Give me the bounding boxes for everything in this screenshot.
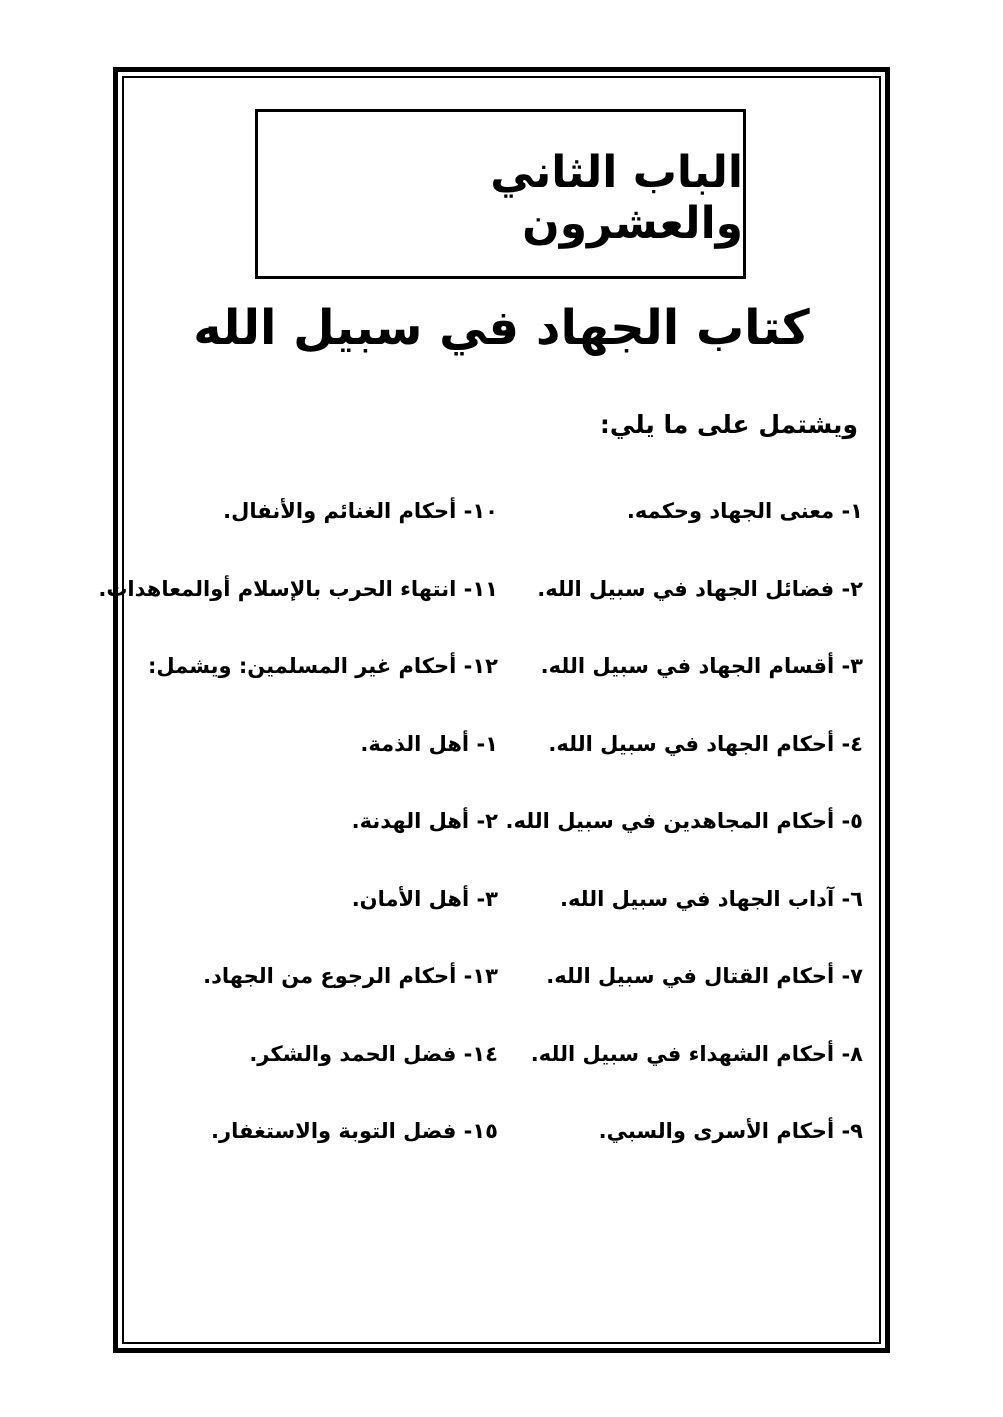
contents-item: ١٣- أحكام الرجوع من الجهاد. [203,964,498,988]
chapter-title-box [255,109,746,279]
contents-row [145,883,863,961]
contents-row [145,805,863,883]
contents-subitem: ١- أهل الذمة. [360,731,498,756]
contents-item: ٦- آداب الجهاد في سبيل الله. [559,886,863,911]
contents-subitem: ٢- أهل الهدنة. [351,809,498,833]
contents-item: ١٥- فضل التوبة والاستغفار. [211,1119,498,1143]
contents-item: ١٢- أحكام غير المسلمين: ويشمل: [148,654,498,678]
contents-item: ٢- فضائل الجهاد في سبيل الله. [537,576,863,601]
contents-item: ٥- أحكام المجاهدين في سبيل الله. [505,809,863,833]
contents-row [145,960,863,1038]
chapter-title: الباب الثاني والعشرون [490,147,743,249]
contents-item: ٣- أقسام الجهاد في سبيل الله. [540,654,863,678]
contents-item: ١٠- أحكام الغنائم والأنفال. [223,499,498,523]
contents-row [145,495,863,573]
contents-item: ٩- أحكام الأسرى والسبي. [598,1119,863,1143]
contents-list [98,495,863,1193]
book-title: كتاب الجهاد في سبيل الله [193,300,810,356]
contents-row [145,1115,863,1193]
contents-item: ٨- أحكام الشهداء في سبيل الله. [530,1041,863,1066]
contents-subitem: ٣- أهل الأمان. [351,886,498,911]
contents-row [98,573,863,651]
contents-item: ١١- انتهاء الحرب بالإسلام أوالمعاهدات. [98,576,498,601]
contents-row [145,728,863,806]
contents-row [145,650,863,728]
contents-row [145,1038,863,1116]
contents-item: ٧- أحكام القتال في سبيل الله. [546,964,863,988]
contents-item: ٤- أحكام الجهاد في سبيل الله. [548,731,863,756]
intro-text: ويشتمل على ما يلي: [599,410,858,439]
contents-item: ١- معنى الجهاد وحكمه. [626,499,863,523]
contents-item: ١٤- فضل الحمد والشكر. [249,1041,498,1066]
